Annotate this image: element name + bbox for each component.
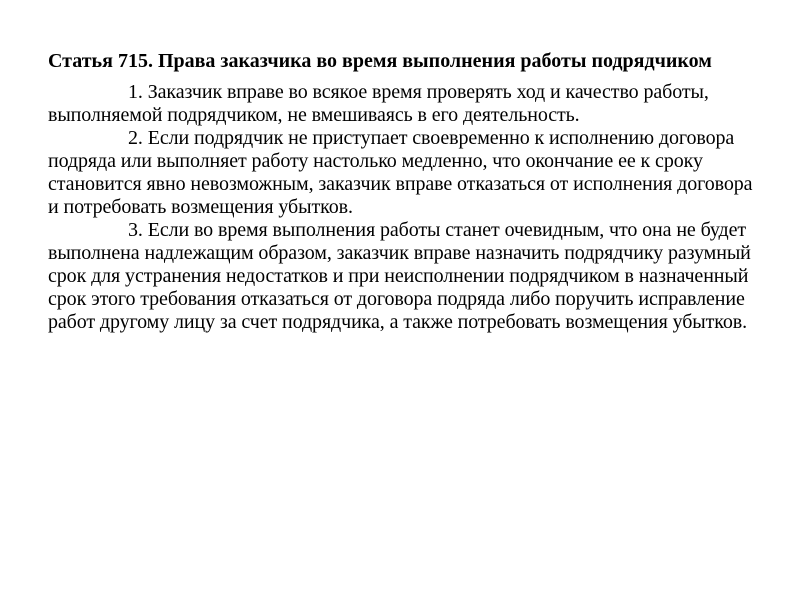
article-paragraph-2: 2. Если подрядчик не приступает своевременно к исполнению договора подряда или выполняет работу настолько медленно, что окончание ее к сроку становится явно невозможным, заказчик вправе отказаться от исполнения договора и потребовать возмещения убытков. <box>48 127 753 218</box>
article-content <box>48 50 758 334</box>
article-paragraph-1: 1. Заказчик вправе во всякое время проверять ход и качество работы, выполняемой подрядчиком, не вмешиваясь в его деятельность. <box>48 81 709 126</box>
article-paragraph-3: 3. Если во время выполнения работы станет очевидным, что она не будет выполнена надлежащим образом, заказчик вправе назначить подрядчику разумный срок для устранения недостатков и при неисполнении подрядчиком в назначенный срок этого требования отказаться от договора подряда либо поручить исправление работ другому лицу за счет подрядчика, а также потребовать возмещения убытков. <box>48 219 751 333</box>
article-title: Статья 715. Права заказчика во время выполнения работы подрядчиком <box>48 50 712 72</box>
